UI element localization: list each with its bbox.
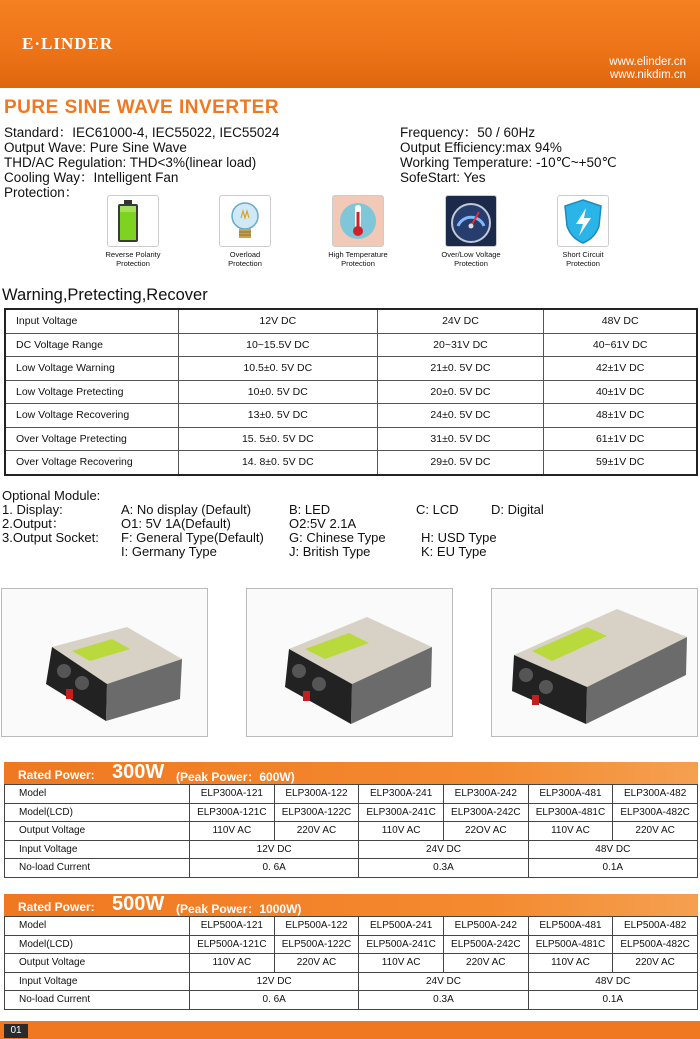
row-label: No-load Current — [5, 991, 190, 1010]
table-row — [5, 972, 698, 991]
socket-label: 3.Output Socket: — [2, 530, 99, 545]
table-cell: 24±0. 5V DC — [377, 404, 544, 428]
table-cell: 20~31V DC — [377, 333, 544, 357]
row-label: Model — [5, 785, 190, 804]
optional-title: Optional Module: — [2, 488, 101, 503]
product-photo-small — [1, 588, 208, 737]
row-label: Model(LCD) — [5, 935, 190, 954]
website-urls — [609, 56, 686, 82]
table-cell: ELP500A-121C — [190, 935, 275, 954]
thermometer-icon — [332, 195, 384, 247]
rated-power-watt: 300W — [112, 761, 165, 783]
peak-power: (Peak Power：600W) — [176, 770, 295, 784]
table-cell: ELP500A-242C — [443, 935, 528, 954]
table-cell: ELP300A-122C — [274, 803, 359, 822]
table-cell: 220V AC — [613, 954, 698, 973]
table-cell: 110V AC — [528, 822, 613, 841]
row-label: No-load Current — [5, 859, 190, 878]
table-cell: 24V DC — [359, 972, 528, 991]
lightbulb-icon — [219, 195, 271, 247]
table-cell: 61±1V DC — [544, 427, 697, 451]
table-cell: 31±0. 5V DC — [377, 427, 544, 451]
table-cell: 12V DC — [179, 309, 378, 333]
table-row — [5, 991, 698, 1010]
rated-power-prefix: Rated Power: — [18, 900, 95, 914]
table-cell: 220V AC — [274, 954, 359, 973]
rated-power-prefix: Rated Power: — [18, 768, 95, 782]
table-cell: 10±0. 5V DC — [179, 380, 378, 404]
spec-standard: Standard：IEC61000-4, IEC55022, IEC55024 — [4, 125, 280, 140]
table-cell: ELP300A-242 — [443, 785, 528, 804]
table-cell: 15. 5±0. 5V DC — [179, 427, 378, 451]
row-label: Input Voltage — [5, 972, 190, 991]
table-cell: 0. 6A — [190, 859, 359, 878]
row-label: Low Voltage Recovering — [5, 404, 179, 428]
table-row — [5, 357, 697, 381]
table-row — [5, 380, 697, 404]
table-cell: ELP300A-122 — [274, 785, 359, 804]
table-cell: ELP300A-241C — [359, 803, 444, 822]
table-cell: 40~61V DC — [544, 333, 697, 357]
table-cell: 220V AC — [613, 822, 698, 841]
spec-output-wave: Output Wave: Pure Sine Wave — [4, 140, 187, 155]
caption: Protection — [116, 259, 150, 268]
table-cell: ELP500A-122C — [274, 935, 359, 954]
table-row — [5, 451, 697, 475]
table-cell: 110V AC — [190, 954, 275, 973]
caption: Reverse Polarity — [105, 250, 161, 259]
table-cell: 10~15.5V DC — [179, 333, 378, 357]
table-cell: ELP500A-242 — [443, 917, 528, 936]
protection-overload — [200, 195, 290, 268]
table-cell: 12V DC — [190, 972, 359, 991]
table-cell: 13±0. 5V DC — [179, 404, 378, 428]
specs-right — [400, 125, 617, 185]
table-cell: 24V DC — [377, 309, 544, 333]
socket-option-j: J: British Type — [289, 544, 371, 559]
table-cell: 110V AC — [528, 954, 613, 973]
caption: Protection — [454, 259, 488, 268]
table-cell: ELP500A-481 — [528, 917, 613, 936]
table-cell: 21±0. 5V DC — [377, 357, 544, 381]
display-label: 1. Display: — [2, 502, 63, 517]
table-cell: 48V DC — [528, 972, 697, 991]
page-number: 01 — [4, 1024, 28, 1038]
table-row — [5, 822, 698, 841]
table-cell: ELP500A-482 — [613, 917, 698, 936]
protection-reverse-polarity — [88, 195, 178, 268]
table-row — [5, 803, 698, 822]
socket-option-h: H: USD Type — [421, 530, 497, 545]
spec-cooling: Cooling Way：Intelligent Fan — [4, 170, 179, 185]
socket-option-i: I: Germany Type — [121, 544, 217, 559]
rated-300-table — [4, 784, 698, 878]
rated-500-table — [4, 916, 698, 1010]
display-option-c: C: LCD — [416, 502, 459, 517]
table-cell: ELP300A-121 — [190, 785, 275, 804]
row-label: Model — [5, 917, 190, 936]
table-row — [5, 333, 697, 357]
spec-frequency: Frequency：50 / 60Hz — [400, 125, 536, 140]
display-option-d: D: Digital — [491, 502, 544, 517]
spec-efficiency: Output Efficiency:max 94% — [400, 140, 562, 155]
table-row — [5, 954, 698, 973]
row-label: DC Voltage Range — [5, 333, 179, 357]
spec-thd: THD/AC Regulation: THD<3%(linear load) — [4, 155, 257, 170]
table-cell: 0. 6A — [190, 991, 359, 1010]
row-label: Input Voltage — [5, 840, 190, 859]
product-photo-medium — [246, 588, 453, 737]
table-cell: 110V AC — [190, 822, 275, 841]
table-cell: ELP500A-121 — [190, 917, 275, 936]
table-cell: ELP300A-242C — [443, 803, 528, 822]
rated-power-300-band — [4, 762, 698, 784]
table-cell: 110V AC — [359, 822, 444, 841]
table-cell: 0.3A — [359, 991, 528, 1010]
caption: Protection — [341, 259, 375, 268]
output-label: 2.Output： — [2, 516, 65, 531]
brand-logo: E·LINDER — [22, 34, 114, 53]
caption: Protection — [228, 259, 262, 268]
spec-temperature: Working Temperature: -10℃~+50℃ — [400, 155, 617, 170]
caption: Overload — [229, 250, 261, 259]
url-nikdim[interactable]: www.nikdim.cn — [609, 69, 686, 81]
caption: Protection — [566, 259, 600, 268]
row-label: Over Voltage Recovering — [5, 451, 179, 475]
spec-softstart: SofeStart: Yes — [400, 170, 486, 185]
shield-lightning-icon — [557, 195, 609, 247]
warning-table — [4, 308, 698, 476]
caption: Short Circuit — [562, 250, 604, 259]
peak-power: (Peak Power：1000W) — [176, 902, 302, 916]
protection-high-temperature — [313, 195, 403, 268]
protection-over-low-voltage — [426, 195, 516, 268]
output-option-o2: O2:5V 2.1A — [289, 516, 357, 531]
socket-option-f: F: General Type(Default) — [121, 530, 264, 545]
socket-option-g: G: Chinese Type — [289, 530, 386, 545]
url-elinder[interactable]: www.elinder.cn — [609, 56, 686, 68]
gauge-icon — [445, 195, 497, 247]
table-cell: 48V DC — [544, 309, 697, 333]
table-cell: ELP300A-482 — [613, 785, 698, 804]
table-row — [5, 785, 698, 804]
table-cell: ELP300A-121C — [190, 803, 275, 822]
table-cell: 24V DC — [359, 840, 528, 859]
table-cell: 59±1V DC — [544, 451, 697, 475]
row-label: Low Voltage Warning — [5, 357, 179, 381]
table-cell: ELP500A-482C — [613, 935, 698, 954]
table-cell: 29±0. 5V DC — [377, 451, 544, 475]
table-cell: 0.1A — [528, 859, 697, 878]
socket-option-k: K: EU Type — [421, 544, 487, 559]
table-cell: 0.3A — [359, 859, 528, 878]
table-cell: 0.1A — [528, 991, 697, 1010]
table-cell: 42±1V DC — [544, 357, 697, 381]
table-cell: ELP300A-481 — [528, 785, 613, 804]
product-photo-large — [491, 588, 698, 737]
table-cell: 40±1V DC — [544, 380, 697, 404]
battery-icon — [107, 195, 159, 247]
row-label: Low Voltage Pretecting — [5, 380, 179, 404]
table-row — [5, 840, 698, 859]
row-label: Over Voltage Pretecting — [5, 427, 179, 451]
caption: High Temperature — [328, 250, 388, 259]
table-cell: ELP300A-481C — [528, 803, 613, 822]
table-cell: 14. 8±0. 5V DC — [179, 451, 378, 475]
table-cell: 48V DC — [528, 840, 697, 859]
table-cell: ELP500A-481C — [528, 935, 613, 954]
protection-short-circuit — [538, 195, 628, 268]
caption: Over/Low Voltage — [441, 250, 501, 259]
table-cell: ELP500A-241 — [359, 917, 444, 936]
page-title: PURE SINE WAVE INVERTER — [4, 97, 280, 118]
table-cell: 22OV AC — [443, 822, 528, 841]
display-option-b: B: LED — [289, 502, 331, 517]
table-cell: 48±1V DC — [544, 404, 697, 428]
row-label: Input Voltage — [5, 309, 179, 333]
table-row — [5, 404, 697, 428]
rated-power-watt: 500W — [112, 893, 165, 915]
table-cell: ELP500A-241C — [359, 935, 444, 954]
table-cell: 10.5±0. 5V DC — [179, 357, 378, 381]
rated-power-500-band — [4, 894, 698, 916]
table-cell: ELP500A-122 — [274, 917, 359, 936]
table-row — [5, 859, 698, 878]
table-row — [5, 427, 697, 451]
table-cell: 220V AC — [443, 954, 528, 973]
specs-left — [4, 125, 279, 200]
output-option-o1: O1: 5V 1A(Default) — [121, 516, 231, 531]
table-cell: ELP300A-482C — [613, 803, 698, 822]
table-row — [5, 917, 698, 936]
table-cell: 110V AC — [359, 954, 444, 973]
table-cell: 12V DC — [190, 840, 359, 859]
table-row — [5, 935, 698, 954]
table-cell: 20±0. 5V DC — [377, 380, 544, 404]
table-cell: 220V AC — [274, 822, 359, 841]
row-label: Output Voltage — [5, 954, 190, 973]
row-label: Model(LCD) — [5, 803, 190, 822]
table-row — [5, 309, 697, 333]
spec-protection: Protection： — [4, 185, 79, 200]
row-label: Output Voltage — [5, 822, 190, 841]
footer-bar — [0, 1021, 700, 1039]
section-title-warning: Warning,Pretecting,Recover — [2, 286, 208, 304]
display-option-a: A: No display (Default) — [121, 502, 252, 517]
table-cell: ELP300A-241 — [359, 785, 444, 804]
